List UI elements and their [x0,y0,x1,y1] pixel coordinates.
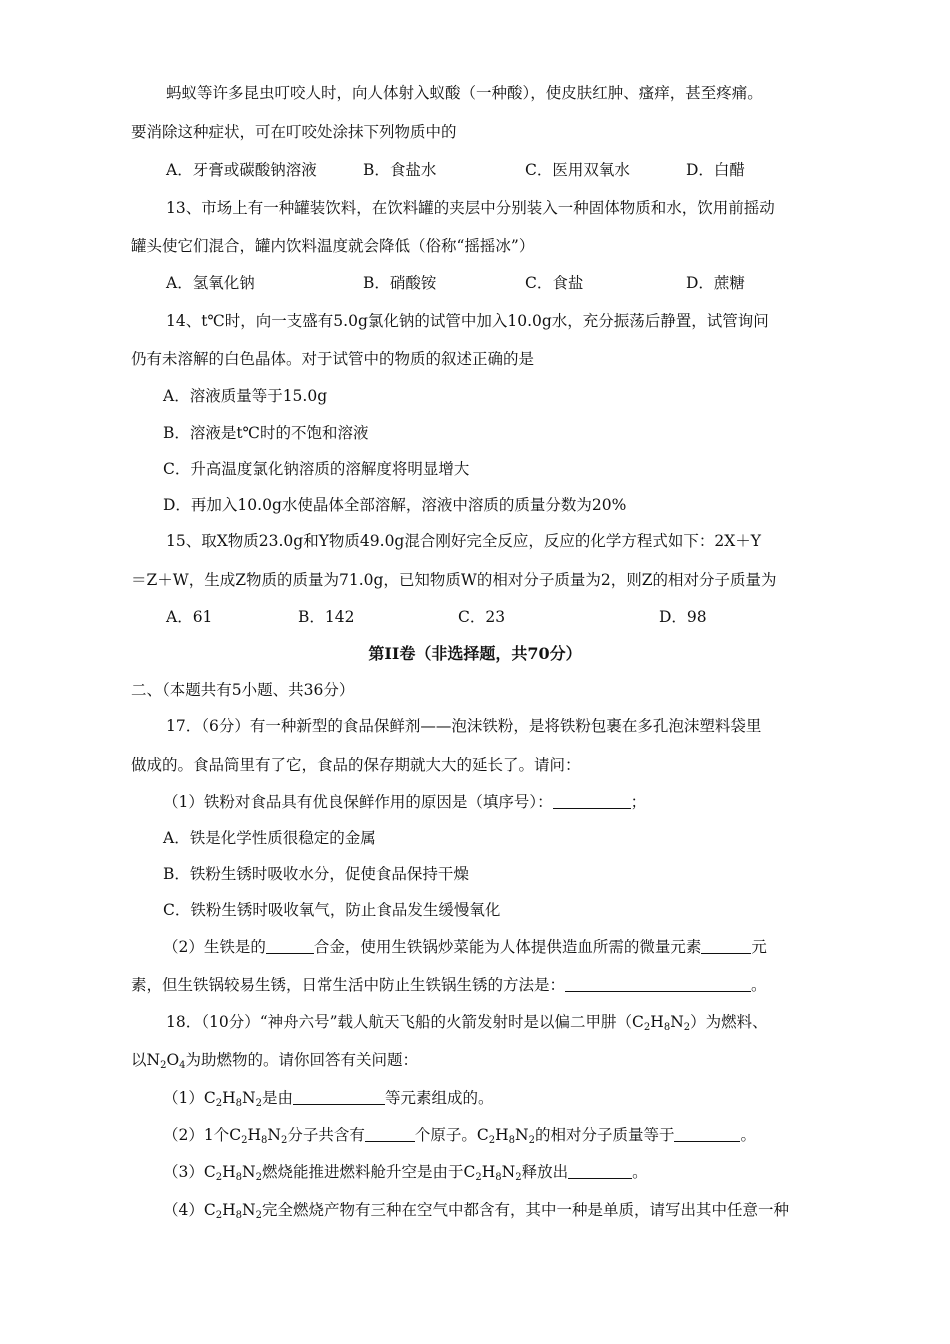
q18-line2-c: 为助燃物的。请你回答有关问题： [185,1051,419,1069]
q18-s3-a: （3） [163,1163,204,1181]
formula-h: H [222,1089,236,1107]
q17-sub2-text-c: 元 [751,938,767,956]
sub: 2 [160,1060,167,1071]
q18-s3-c: 释放出 [521,1163,569,1181]
sub: 2 [255,1098,262,1109]
q18-line2-b: O [166,1051,180,1069]
sub: 2 [515,1172,522,1183]
formula-c: C [203,1163,216,1181]
formula-c: C [229,1126,242,1144]
q14-option-a: A．溶液质量等于15.0g [163,387,328,405]
q15-option-d: D．98 [659,608,707,626]
q14-option-c: C．升高温度氯化钠溶质的溶解度将明显增大 [163,460,470,478]
q17-sub2-text-a: （2）生铁是的 [163,938,266,956]
q18-s4-a: （4） [163,1201,204,1219]
sub: 2 [528,1135,535,1146]
q14-option-d: D．再加入10.0g水使晶体全部溶解，溶液中溶质的质量分数为20% [163,496,627,514]
q18-s1-b: 是由 [261,1089,293,1107]
q18-sub2 [163,1125,756,1151]
formula-n: N [242,1201,256,1219]
q12-option-d: D．白醋 [686,161,745,179]
formula-c: C [203,1201,216,1219]
formula-h: H [481,1163,496,1181]
section2-heading: 二、（本题共有5小题、共36分） [131,681,355,699]
q17-sub2-line2 [131,975,767,995]
formula-h: H [495,1126,509,1144]
q17-sub2-blank3[interactable] [565,976,751,992]
q18-sub1 [163,1088,494,1114]
q17-line1: 17．（6分）有一种新型的食品保鲜剂——泡沫铁粉，是将铁粉包裹在多孔泡沫塑料袋里 [166,717,762,735]
q14-line1: 14、t℃时，向一支盛有5.0g氯化钠的试管中加入10.0g水，充分振荡后静置，试管询问 [166,312,769,330]
sub: 8 [663,1022,671,1033]
q17-sub1-end: ； [630,793,647,811]
sub: 8 [235,1098,243,1109]
q18-s2-blank1[interactable] [365,1126,415,1142]
q18-sub4 [163,1200,789,1226]
q13-line1: 13、市场上有一种罐装饮料，在饮料罐的夹层中分别装入一种固体物质和水，饮用前摇动 [166,199,775,217]
q18-line1-c: N [670,1013,684,1031]
q15-option-b: B．142 [298,608,355,626]
q17-sub1 [163,792,646,812]
sub: 2 [215,1098,223,1109]
formula-c: C [203,1089,216,1107]
q17-sub2-line2-text: 素，但生铁锅较易生锈，日常生活中防止生铁锅生锈的方法是： [131,976,566,994]
sub: 2 [215,1210,223,1221]
sub: 2 [241,1135,248,1146]
formula-h: H [222,1163,236,1181]
q17-sub1-blank[interactable] [553,793,631,809]
q18-s1-c: 等元素组成的。 [384,1089,494,1107]
q18-line1-b: H [650,1013,664,1031]
q15-option-c: C．23 [458,608,506,626]
sub: 2 [215,1172,223,1183]
q18-line2-a: 以N [131,1051,161,1069]
q18-s3-d: 。 [632,1163,648,1181]
sub: 2 [255,1172,262,1183]
q18-line1-a: 18．（10分）“神舟六号”载人航天飞船的火箭发射时是以偏二甲肼（C [166,1013,644,1031]
q13-option-b: B．硝酸铵 [363,274,437,292]
q12-option-c: C．医用双氧水 [525,161,630,179]
q12-option-a: A．牙膏或碳酸钠溶液 [166,161,317,179]
q12-line1: 蚂蚁等许多昆虫叮咬人时，向人体射入蚁酸（一种酸），使皮肤红肿、瘙痒，甚至疼痛。 [166,84,763,102]
formula-c: C [463,1163,476,1181]
q18-s2-c: 个原子。 [414,1126,477,1144]
q17-sub2-end: 。 [751,976,767,994]
formula-n: N [242,1089,256,1107]
q12-option-b: B．食盐水 [363,161,437,179]
q18-s2-d: 的相对分子质量等于 [534,1126,675,1144]
sub: 4 [179,1060,186,1071]
formula-n: N [267,1126,281,1144]
q18-s3-blank[interactable] [568,1163,632,1179]
formula-n: N [515,1126,529,1144]
formula-c: C [476,1126,489,1144]
formula-h: H [222,1201,236,1219]
sub: 8 [235,1172,243,1183]
q13-option-a: A．氢氧化钠 [166,274,255,292]
q17-option-c: C．铁粉生锈时吸收氧气，防止食品发生缓慢氧化 [163,901,501,919]
sub: 8 [495,1172,502,1183]
formula-h: H [247,1126,262,1144]
q18-s2-b: 分子共含有 [287,1126,365,1144]
q14-line2: 仍有未溶解的白色晶体。对于试管中的物质的叙述正确的是 [131,350,535,368]
q13-option-c: C．食盐 [525,274,584,292]
q18-sub3 [163,1162,648,1188]
q18-s2-e: 。 [740,1126,756,1144]
sub: 2 [488,1135,496,1146]
q17-line2: 做成的。食品筒里有了它，食品的保存期就大大的延长了。请问： [131,756,581,774]
q12-line2: 要消除这种症状，可在叮咬处涂抹下列物质中的 [131,123,457,141]
sub: 8 [235,1210,243,1221]
q18-s1-blank[interactable] [293,1089,385,1105]
q15-option-a: A．61 [166,608,213,626]
q13-line2: 罐头使它们混合，罐内饮料温度就会降低（俗称“摇摇冰”） [131,237,535,255]
q17-sub2 [163,937,767,957]
q14-option-b: B．溶液是t℃时的不饱和溶液 [163,424,369,442]
sub: 2 [643,1022,651,1033]
q18-s1-a: （1） [163,1089,204,1107]
q17-sub2-blank2[interactable] [701,938,751,954]
q15-line1: 15、取X物质23.0g和Y物质49.0g混合刚好完全反应，反应的化学方程式如下：2X＋Y [166,532,761,550]
q15-line2: ＝Z＋W，生成Z物质的质量为71.0g，已知物质W的相对分子质量为2，则Z的相对分子质量为 [131,571,777,589]
formula-n: N [501,1163,516,1181]
q18-line1 [166,1012,768,1038]
sub: 2 [475,1172,482,1183]
sub: 2 [255,1210,262,1221]
q13-option-d: D．蔗糖 [686,274,745,292]
q18-line2 [131,1050,418,1076]
sub: 8 [261,1135,268,1146]
q18-s4-b: 完全燃烧产物有三种在空气中都含有，其中一种是单质，请写出其中任意一种 [261,1201,789,1219]
sub: 2 [280,1135,288,1146]
formula-n: N [242,1163,256,1181]
q18-s2-a: （2）1个 [163,1126,230,1144]
q17-sub2-blank1[interactable] [266,938,314,954]
q17-option-b: B．铁粉生锈时吸收水分，促使食品保持干燥 [163,865,469,883]
sub: 2 [683,1022,691,1033]
sub: 8 [508,1135,516,1146]
q18-line1-d: ）为燃料、 [690,1013,768,1031]
q18-s2-blank2[interactable] [674,1126,740,1142]
q18-s3-b: 燃烧能推进燃料舱升空是由于 [261,1163,464,1181]
q17-sub1-text: （1）铁粉对食品具有优良保鲜作用的原因是（填序号）： [163,793,553,811]
q17-option-a: A．铁是化学性质很稳定的金属 [163,829,376,847]
q17-sub2-text-b: 合金，使用生铁锅炒菜能为人体提供造血所需的微量元素 [313,938,702,956]
part2-title: 第II卷（非选择题，共70分） [368,644,582,663]
